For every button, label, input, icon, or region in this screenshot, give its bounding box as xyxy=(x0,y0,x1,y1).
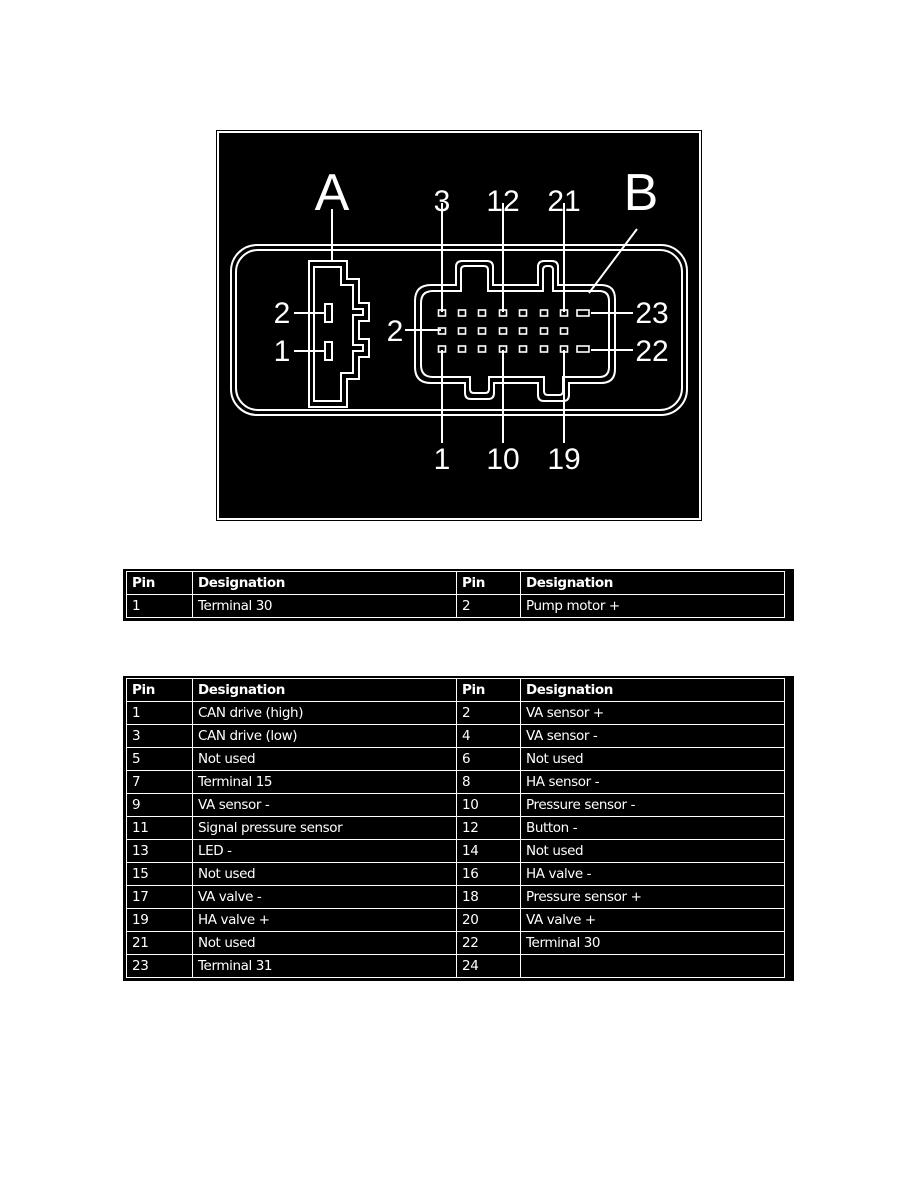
connector-drawing xyxy=(219,133,703,522)
table-row xyxy=(127,955,785,978)
pin-table-connector-a xyxy=(123,569,794,621)
designation-cell: HA sensor - xyxy=(521,771,785,794)
connector-b-pin xyxy=(561,328,568,334)
pin-table-connector-b xyxy=(123,676,794,981)
table-row xyxy=(127,748,785,771)
table-header-row xyxy=(127,679,785,702)
pin-cell: 1 xyxy=(127,702,193,725)
table-row xyxy=(127,794,785,817)
designation-cell: Terminal 30 xyxy=(193,595,457,618)
designation-cell: Not used xyxy=(193,863,457,886)
designation-cell: Pressure sensor + xyxy=(521,886,785,909)
designation-cell: Signal pressure sensor xyxy=(193,817,457,840)
pin-cell: 13 xyxy=(127,840,193,863)
pin-cell: 10 xyxy=(457,794,521,817)
pin-cell: 15 xyxy=(127,863,193,886)
b-bottom-label-19: 19 xyxy=(547,443,581,476)
connector-b-pin xyxy=(459,328,466,334)
designation-cell: VA sensor + xyxy=(521,702,785,725)
designation-cell: VA valve - xyxy=(193,886,457,909)
connector-b-label: B xyxy=(623,164,659,222)
connector-b-pin xyxy=(479,346,486,352)
designation-cell: Pressure sensor - xyxy=(521,794,785,817)
pin-cell: 9 xyxy=(127,794,193,817)
table-row xyxy=(127,771,785,794)
column-header: Designation xyxy=(521,572,785,595)
connector-b-pin xyxy=(520,328,527,334)
column-header: Pin xyxy=(127,679,193,702)
connector-b-pins xyxy=(439,310,590,352)
b-top-label-12: 12 xyxy=(486,185,520,218)
designation-cell xyxy=(521,955,785,978)
table-row xyxy=(127,863,785,886)
b-top-label-3: 3 xyxy=(433,185,451,218)
pin-cell: 2 xyxy=(457,595,521,618)
pin-cell: 18 xyxy=(457,886,521,909)
pin-cell: 22 xyxy=(457,932,521,955)
pin-cell: 23 xyxy=(127,955,193,978)
connector-a-shell-inner xyxy=(314,267,363,401)
connector-b-pin xyxy=(520,310,527,316)
designation-cell: Terminal 30 xyxy=(521,932,785,955)
connector-b-power-pin xyxy=(577,310,589,316)
table-row xyxy=(127,840,785,863)
pin-cell: 19 xyxy=(127,909,193,932)
connector-b-pin xyxy=(479,310,486,316)
designation-cell: Not used xyxy=(193,932,457,955)
table-row xyxy=(127,886,785,909)
connector-b-pin xyxy=(479,328,486,334)
designation-cell: Not used xyxy=(521,748,785,771)
pin-cell: 2 xyxy=(457,702,521,725)
designation-cell: CAN drive (high) xyxy=(193,702,457,725)
b-right-label-23: 23 xyxy=(635,297,669,330)
pin-cell: 17 xyxy=(127,886,193,909)
column-header: Pin xyxy=(457,572,521,595)
designation-cell: LED - xyxy=(193,840,457,863)
b-bottom-label-10: 10 xyxy=(486,443,520,476)
connector-b-power-pin xyxy=(577,346,589,352)
pin-cell: 16 xyxy=(457,863,521,886)
designation-cell: VA sensor - xyxy=(193,794,457,817)
pin-cell: 6 xyxy=(457,748,521,771)
pin-cell: 8 xyxy=(457,771,521,794)
connector-b-pin xyxy=(500,328,507,334)
connector-a-label: A xyxy=(314,164,350,222)
connector-a-shell xyxy=(309,261,369,407)
connector-a-pin-1 xyxy=(325,342,332,360)
column-header: Pin xyxy=(127,572,193,595)
table-row xyxy=(127,817,785,840)
pin-cell: 1 xyxy=(127,595,193,618)
column-header: Designation xyxy=(193,572,457,595)
table-row xyxy=(127,702,785,725)
designation-cell: Button - xyxy=(521,817,785,840)
designation-cell: HA valve - xyxy=(521,863,785,886)
a-pin-label-2: 2 xyxy=(273,297,291,330)
b-top-label-21: 21 xyxy=(547,185,581,218)
connector-b-pin xyxy=(459,310,466,316)
designation-cell: Pump motor + xyxy=(521,595,785,618)
designation-cell: VA sensor - xyxy=(521,725,785,748)
column-header: Pin xyxy=(457,679,521,702)
pin-cell: 4 xyxy=(457,725,521,748)
a-pin-label-1: 1 xyxy=(273,335,291,368)
pin-cell: 5 xyxy=(127,748,193,771)
table-header-row xyxy=(127,572,785,595)
designation-cell: Not used xyxy=(521,840,785,863)
connector-diagram xyxy=(217,131,701,520)
connector-b-pin xyxy=(520,346,527,352)
connector-b-pin xyxy=(459,346,466,352)
pin-cell: 21 xyxy=(127,932,193,955)
column-header: Designation xyxy=(521,679,785,702)
designation-cell: Terminal 15 xyxy=(193,771,457,794)
b-right-label-22: 22 xyxy=(635,335,669,368)
designation-cell: HA valve + xyxy=(193,909,457,932)
designation-cell: Not used xyxy=(193,748,457,771)
column-header: Designation xyxy=(193,679,457,702)
designation-cell: Terminal 31 xyxy=(193,955,457,978)
pin-cell: 20 xyxy=(457,909,521,932)
table-row xyxy=(127,909,785,932)
pin-cell: 3 xyxy=(127,725,193,748)
pin-cell: 14 xyxy=(457,840,521,863)
pin-cell: 11 xyxy=(127,817,193,840)
table-row xyxy=(127,595,785,618)
designation-cell: VA valve + xyxy=(521,909,785,932)
connector-b-pin xyxy=(541,310,548,316)
connector-b-pin xyxy=(541,346,548,352)
b-bottom-label-1: 1 xyxy=(433,443,451,476)
connector-b-pin xyxy=(541,328,548,334)
pin-cell: 24 xyxy=(457,955,521,978)
designation-cell: CAN drive (low) xyxy=(193,725,457,748)
pin-cell: 7 xyxy=(127,771,193,794)
table-row xyxy=(127,725,785,748)
pin-cell: 12 xyxy=(457,817,521,840)
b-left-label-2: 2 xyxy=(386,315,404,348)
table-row xyxy=(127,932,785,955)
connector-a-pin-2 xyxy=(325,304,332,322)
